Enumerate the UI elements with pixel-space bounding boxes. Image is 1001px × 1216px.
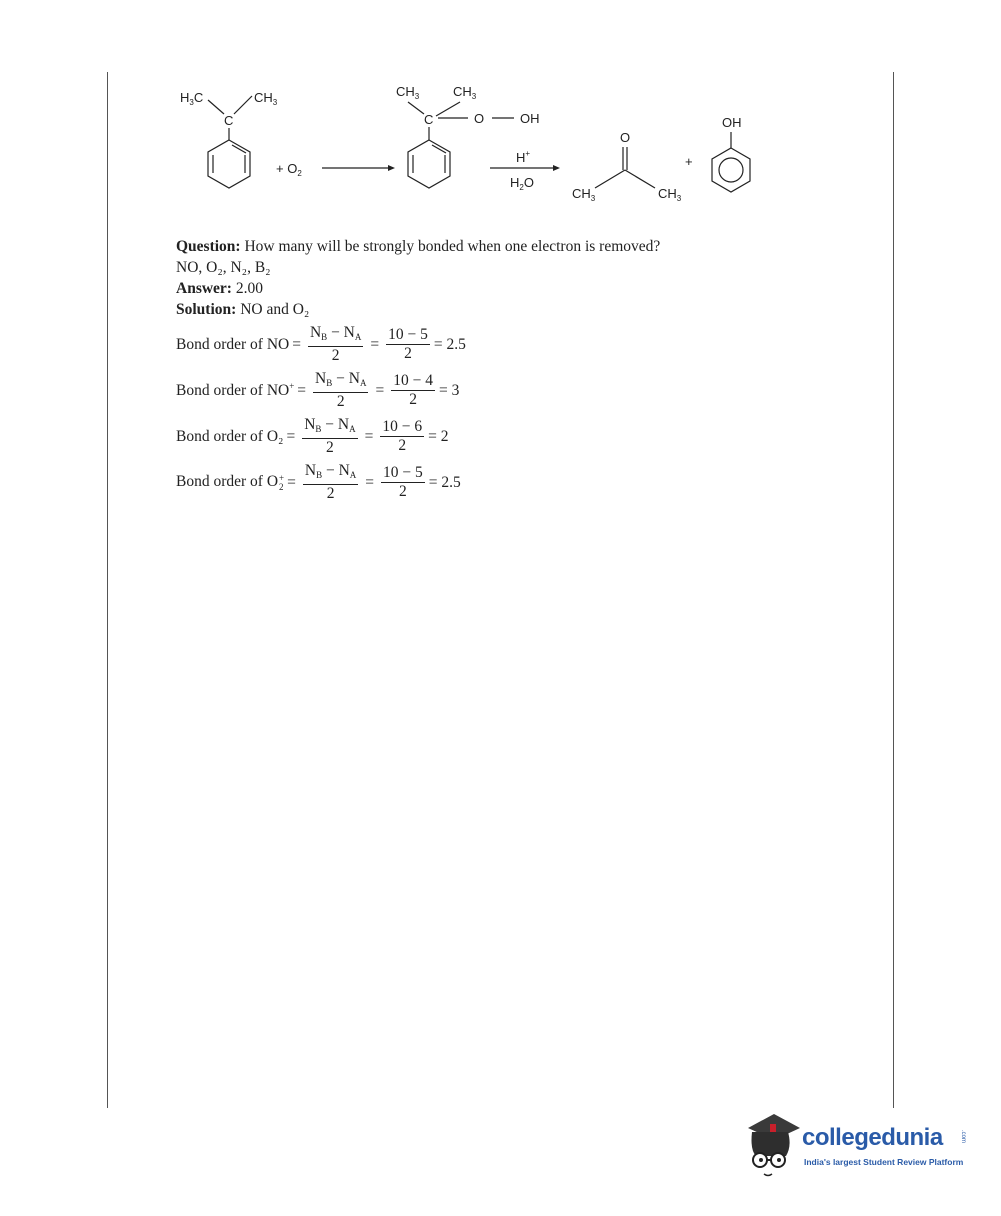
svg-text:+: + [685,154,693,169]
svg-text:H+: H+ [516,149,531,165]
phenol-molecule [712,115,750,192]
equation-result: = 2 [428,427,449,445]
bond-order-equation: Bond order of NO+ = $\frac{N_B - N_A}{2}$ = $\frac{10 - 4}{2}$ = 3 [176,370,460,410]
bond-order-equation: Bond order of O₂ = $\frac{N_B - N_A}{2}$ = $\frac{10 - 6}{2}$ = 2 [176,416,449,456]
svg-text:OH: OH [520,111,540,126]
cumene-reaction-scheme [170,80,770,220]
question-block [176,236,660,320]
mascot-icon [742,1110,802,1180]
collegedunia-logo [742,1110,972,1180]
svg-text:O: O [620,130,631,145]
svg-text:O: O [474,111,485,126]
svg-text:CH3: $CH_3$ [658,186,682,203]
value-fraction: $\frac{10 - 4}{2}$ [393,372,433,408]
svg-text:C: C [224,113,234,128]
bond-order-equation: Bond order of NO = $\frac{N_B - N_A}{2}$ = $\frac{10 - 5}{2}$ = 2.5 [176,324,466,364]
answer-line: Answer: 2.00 [176,280,263,297]
right-margin-rule [893,72,894,1108]
cumene-molecule [180,90,278,188]
equation-label: Bond order of O₂ [176,428,284,445]
svg-text:C: C [424,112,434,127]
svg-text:H2O: $H_2O$ [510,175,534,192]
brand-tagline: India's largest Student Review Platform [804,1157,964,1167]
brand-domain: .com [960,1130,966,1144]
equation-label: Bond order of NO [176,336,290,353]
svg-text:H3C: $H_3C$ [180,90,204,107]
acetone-molecule [572,130,682,203]
bond-order-equation: Bond order of O + 2 = $\frac{N_B - N_A}{2}$ = $\frac{10 - 5}{2}$ = 2.5 [176,462,461,502]
equation-result: = 2.5 [433,335,466,353]
svg-text:CH3: $CH_3$ [572,186,596,203]
electron-fraction: $\frac{N_B - N_A}{2}$ [315,370,367,410]
svg-text:CH3: $CH_3$ [254,90,278,107]
equation-result: = 3 [438,381,460,399]
electron-fraction: $\frac{N_B - N_A}{2}$ [309,324,362,364]
question-line: Question: How many will be strongly bonded when one electron is removed? [176,238,661,255]
equation-result: = 2.5 [428,473,461,491]
svg-text:CH3: $CH_3$ [453,84,477,101]
brand-name: collegedunia [802,1124,943,1151]
value-fraction: $\frac{10 - 5}{2}$ [388,326,428,362]
solution-line: Solution: NO and O₂ [176,301,310,318]
electron-fraction: $\frac{N_B - N_A}{2}$ [304,416,356,456]
svg-text:OH: OH [722,115,742,130]
electron-fraction: $\frac{N_B - N_A}{2}$ [304,462,357,502]
value-fraction: $\frac{10 - 6}{2}$ [382,418,423,454]
equation-label: Bond order of O + 2 [176,472,285,492]
equation-label: Bond order of NO+ [176,381,295,399]
cumene-hydroperoxide-molecule [396,84,540,188]
question-options: NO, O₂, N₂, B₂ [176,259,271,276]
svg-text:CH3: $CH_3$ [396,84,420,101]
left-margin-rule [107,72,108,1108]
svg-text:+ O2: + $O_2$ [276,161,302,178]
value-fraction: $\frac{10 - 5}{2}$ [383,464,423,500]
